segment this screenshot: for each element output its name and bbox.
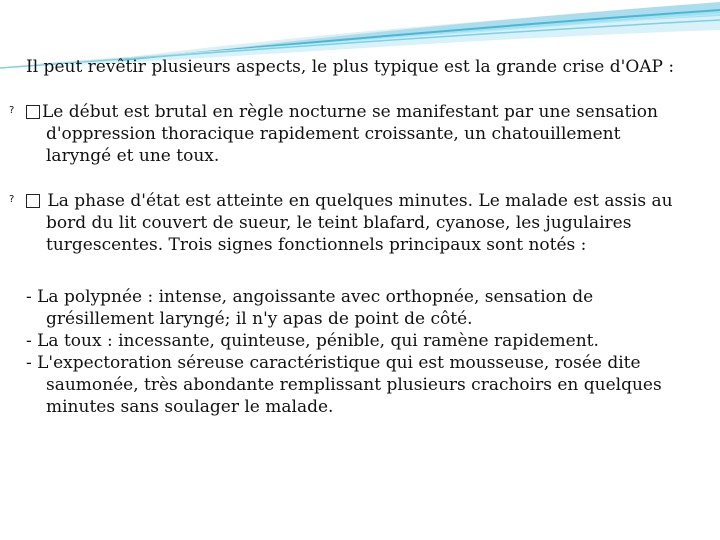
- slide-body: [26, 56, 686, 418]
- bullet-paragraph-state-phase: [26, 190, 686, 256]
- bullet-paragraph-onset: [26, 101, 686, 167]
- bullet-text-state-phase: La phase d'état est atteinte en quelques minutes. Le malade est assis au bord du lit couvert de sueur, le teint blafard, cyanose, les jugulaires turgescentes. Trois signes fonctionnels principaux sont notés :: [42, 191, 673, 255]
- checkbox-bullet-icon: [26, 194, 40, 208]
- bullet-text-onset: Le début est brutal en règle nocturne se manifestant par une sensation d'oppression thoracique rapidement croissante, un chatouillement laryngé et une toux.: [42, 102, 658, 166]
- dash-list: [26, 286, 686, 418]
- intro-paragraph: Il peut revêtir plusieurs aspects, le plus typique est la grande crise d'OAP :: [26, 57, 675, 77]
- list-item-polypnea: - La polypnée : intense, angoissante avec orthopnée, sensation de grésillement laryngé; il n'y apas de point de côté.: [26, 287, 594, 329]
- list-item-cough: - La toux : incessante, quinteuse, pénible, qui ramène rapidement.: [26, 331, 599, 351]
- checkbox-bullet-icon: [26, 105, 40, 119]
- list-item-expectoration: - L'expectoration séreuse caractéristique qui est mousseuse, rosée dite saumonée, très abondante remplissant plusieurs crachoirs en quelques minutes sans soulager le malade.: [26, 353, 662, 417]
